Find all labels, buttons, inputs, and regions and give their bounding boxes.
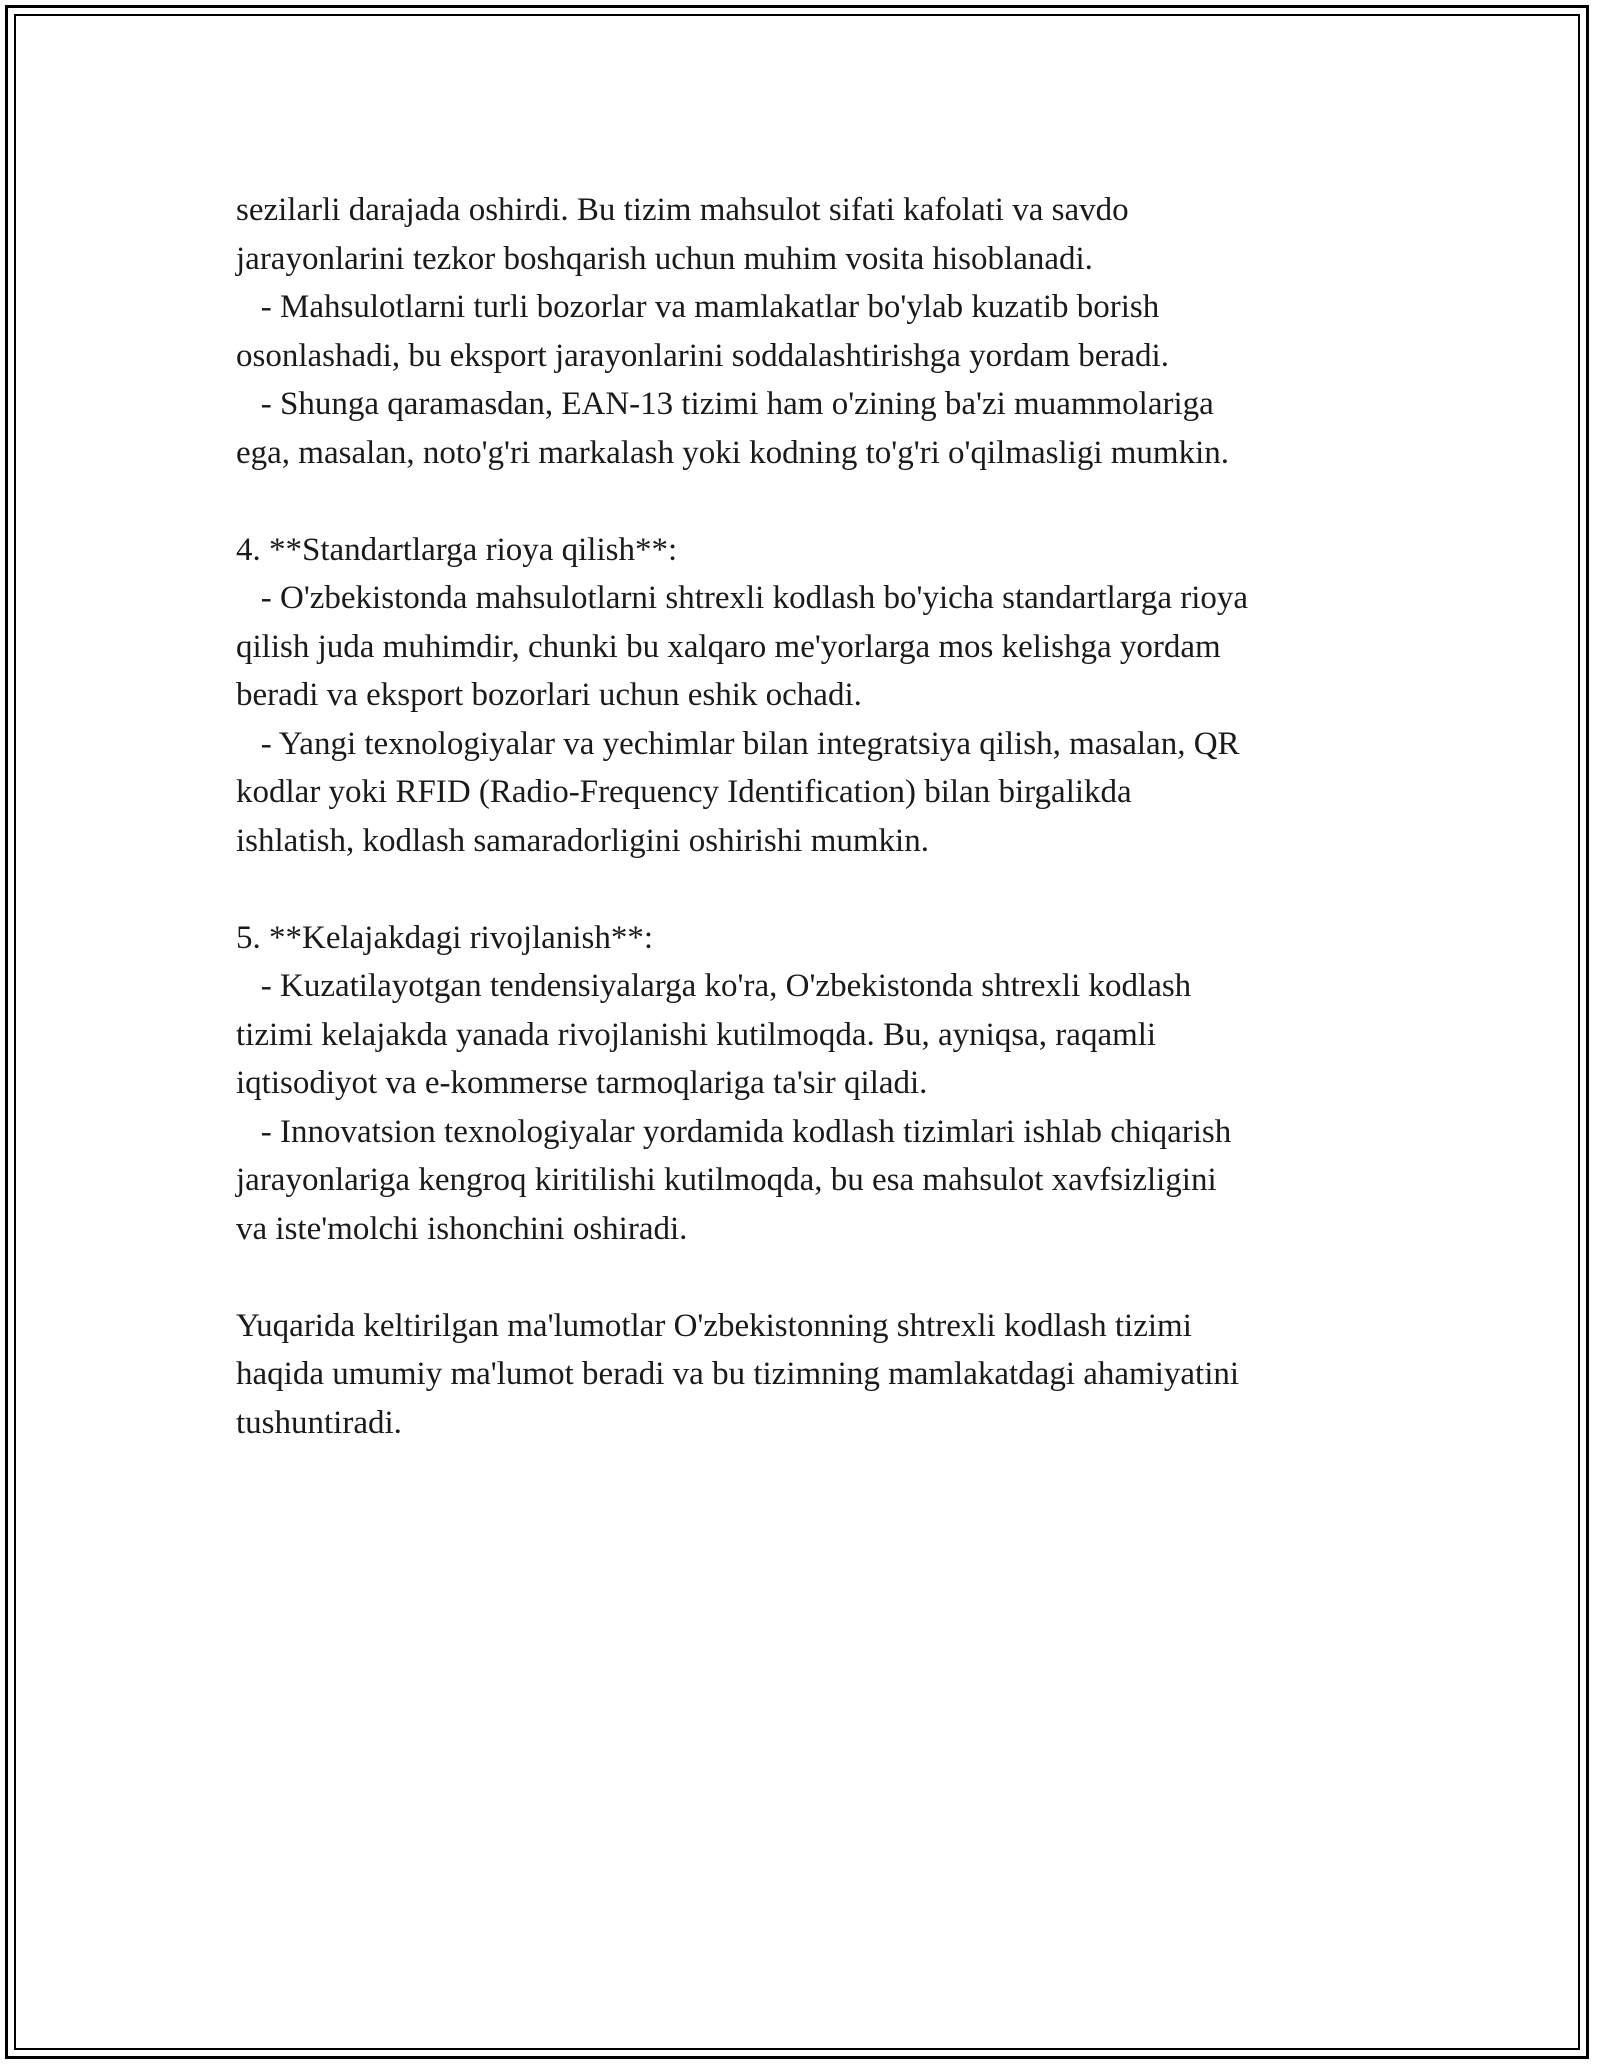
conclusion-line: Yuqarida keltirilgan ma'lumotlar O'zbekistonning shtrexli kodlash tizimi (236, 1307, 1192, 1344)
conclusion-line: tushuntiradi. (236, 1404, 402, 1441)
text-line: beradi va eksport bozorlari uchun eshik ochadi. (236, 677, 862, 713)
text-line: iqtisodiyot va e-kommerse tarmoqlariga ta'sir qiladi. (236, 1065, 928, 1101)
text-line: - Yangi texnologiyalar va yechimlar bilan integratsiya qilish, masalan, QR (236, 725, 1240, 762)
text-line: kodlar yoki RFID (Radio-Frequency Identification) bilan birgalikda (236, 774, 1132, 810)
section-heading: 5. **Kelajakdagi rivojlanish**: (236, 919, 653, 956)
document-body (236, 186, 1416, 1447)
text-line: osonlashadi, bu eksport jarayonlarini soddalashtirishga yordam beradi. (236, 337, 1169, 374)
paragraph-gap (236, 477, 1416, 526)
text-line: ega, masalan, noto'g'ri markalash yoki kodning to'g'ri o'qilmasligi mumkin. (236, 434, 1229, 471)
text-line: jarayonlarini tezkor boshqarish uchun muhim vosita hisoblanadi. (236, 240, 1093, 277)
text-line: qilish juda muhimdir, chunki bu xalqaro me'yorlarga mos kelishga yordam (236, 628, 1221, 665)
text-line: jarayonlariga kengroq kiritilishi kutilmoqda, bu esa mahsulot xavfsizligini (236, 1162, 1217, 1198)
text-line: ishlatish, kodlash samaradorligini oshirishi mumkin. (236, 822, 929, 859)
text-line: sezilarli darajada oshirdi. Bu tizim mahsulot sifati kafolati va savdo (236, 192, 1129, 228)
paragraph-gap (236, 865, 1416, 914)
paragraph-gap (236, 1253, 1416, 1302)
conclusion-line: haqida umumiy ma'lumot beradi va bu tizimning mamlakatdagi ahamiyatini (236, 1356, 1240, 1392)
text-line: tizimi kelajakda yanada rivojlanishi kutilmoqda. Bu, ayniqsa, raqamli (236, 1016, 1157, 1053)
text-line: - Shunga qaramasdan, EAN-13 tizimi ham o'zining ba'zi muammolariga (236, 386, 1214, 422)
text-line: - Kuzatilayotgan tendensiyalarga ko'ra, O'zbekistonda shtrexli kodlash (236, 968, 1192, 1004)
section-heading: 4. **Standartlarga rioya qilish**: (236, 531, 678, 568)
text-line: - Innovatsion texnologiyalar yordamida kodlash tizimlari ishlab chiqarish (236, 1113, 1232, 1150)
text-line: - Mahsulotlarni turli bozorlar va mamlakatlar bo'ylab kuzatib borish (236, 289, 1160, 325)
text-line: - O'zbekistonda mahsulotlarni shtrexli kodlash bo'yicha standartlarga rioya (236, 580, 1249, 616)
text-line: va iste'molchi ishonchini oshiradi. (236, 1210, 688, 1247)
